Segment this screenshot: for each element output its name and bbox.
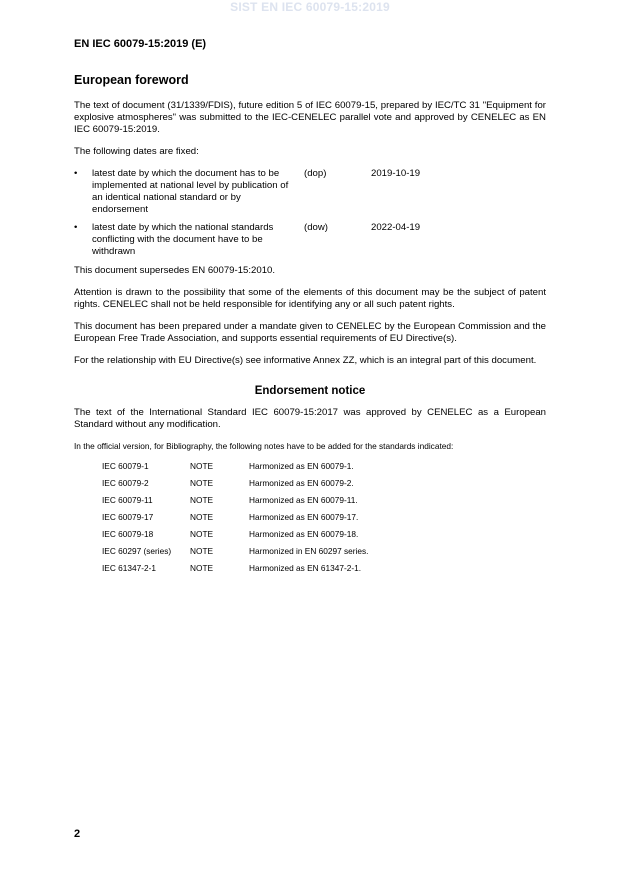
- standard-cell: IEC 60079-18: [102, 529, 154, 539]
- mandate-paragraph: This document has been prepared under a mandate given to CENELEC by the European Commission and the European Free Trade Association, and supports essential requirements of EU Directive(s).: [74, 321, 546, 344]
- foreword-title: European foreword: [74, 73, 189, 87]
- page-content: [74, 73, 546, 580]
- note-label-cell: NOTE: [190, 495, 214, 505]
- date-description: latest date by which the national standards conflicting with the document have to be withdrawn: [92, 222, 274, 257]
- note-text-cell: Harmonized as EN 60079-11.: [249, 495, 358, 505]
- standard-cell: IEC 60079-2: [102, 478, 149, 488]
- standard-cell: IEC 60079-17: [102, 512, 154, 522]
- date-code: (dop): [304, 168, 327, 179]
- table-row: [102, 495, 368, 512]
- standard-cell: IEC 60297 (series): [102, 546, 172, 556]
- note-text-cell: Harmonized as EN 60079-1.: [249, 461, 354, 471]
- note-text-cell: Harmonized as EN 61347-2-1.: [249, 563, 362, 573]
- directive-paragraph: For the relationship with EU Directive(s) see informative Annex ZZ, which is an integral part of this document.: [74, 355, 537, 366]
- date-row-dow: [74, 222, 546, 258]
- note-text-cell: Harmonized as EN 60079-17.: [249, 512, 359, 522]
- note-text-cell: Harmonized in EN 60297 series.: [249, 546, 369, 556]
- table-row: [102, 461, 368, 478]
- standard-cell: IEC 60079-11: [102, 495, 153, 505]
- patent-paragraph: Attention is drawn to the possibility that some of the elements of this document may be the subject of patent rights. CENELEC shall not be held responsible for identifying any or all such patent rights.: [74, 287, 546, 310]
- watermark: SIST EN IEC 60079-15:2019: [230, 0, 390, 14]
- table-row: [102, 546, 368, 563]
- table-row: [102, 563, 368, 580]
- notes-table: [102, 461, 368, 580]
- table-row: [102, 512, 368, 529]
- note-label-cell: NOTE: [190, 461, 214, 471]
- date-row-dop: [74, 168, 546, 216]
- endorsement-title: Endorsement notice: [254, 385, 366, 397]
- date-description: latest date by which the document has to be implemented at national level by publication of an identical national standard or by endorsement: [92, 168, 289, 215]
- document-id: EN IEC 60079-15:2019 (E): [74, 38, 207, 50]
- foreword-paragraph: The text of document (31/1339/FDIS), future edition 5 of IEC 60079-15, prepared by IEC/TC 31 "Equipment for explosive atmospheres" was submitted to the IEC-CENELEC parallel vote and approved by CENELEC as EN IEC 60079-15:2019.: [74, 100, 546, 135]
- bullet: •: [74, 222, 78, 233]
- endorsement-paragraph: The text of the International Standard IEC 60079-15:2017 was approved by CENELEC as a European Standard without any modification.: [74, 407, 546, 430]
- bibliography-intro: In the official version, for Bibliography, the following notes have to be added for the standards indicated:: [74, 441, 454, 451]
- note-text-cell: Harmonized as EN 60079-18.: [249, 529, 359, 539]
- supersedes-paragraph: This document supersedes EN 60079-15:2010.: [74, 265, 276, 276]
- note-label-cell: NOTE: [190, 546, 214, 556]
- date-code: (dow): [304, 222, 328, 233]
- standard-cell: IEC 61347-2-1: [102, 563, 156, 573]
- table-row: [102, 478, 368, 495]
- date-value: 2019-10-19: [371, 168, 421, 179]
- note-label-cell: NOTE: [190, 512, 214, 522]
- note-text-cell: Harmonized as EN 60079-2.: [249, 478, 354, 488]
- note-label-cell: NOTE: [190, 563, 214, 573]
- standard-cell: IEC 60079-1: [102, 461, 149, 471]
- table-row: [102, 529, 368, 546]
- note-label-cell: NOTE: [190, 478, 214, 488]
- bullet: •: [74, 168, 78, 179]
- note-label-cell: NOTE: [190, 529, 214, 539]
- dates-list: [74, 168, 546, 258]
- date-value: 2022-04-19: [371, 222, 421, 233]
- page-number: 2: [74, 828, 81, 840]
- dates-intro: The following dates are fixed:: [74, 146, 199, 157]
